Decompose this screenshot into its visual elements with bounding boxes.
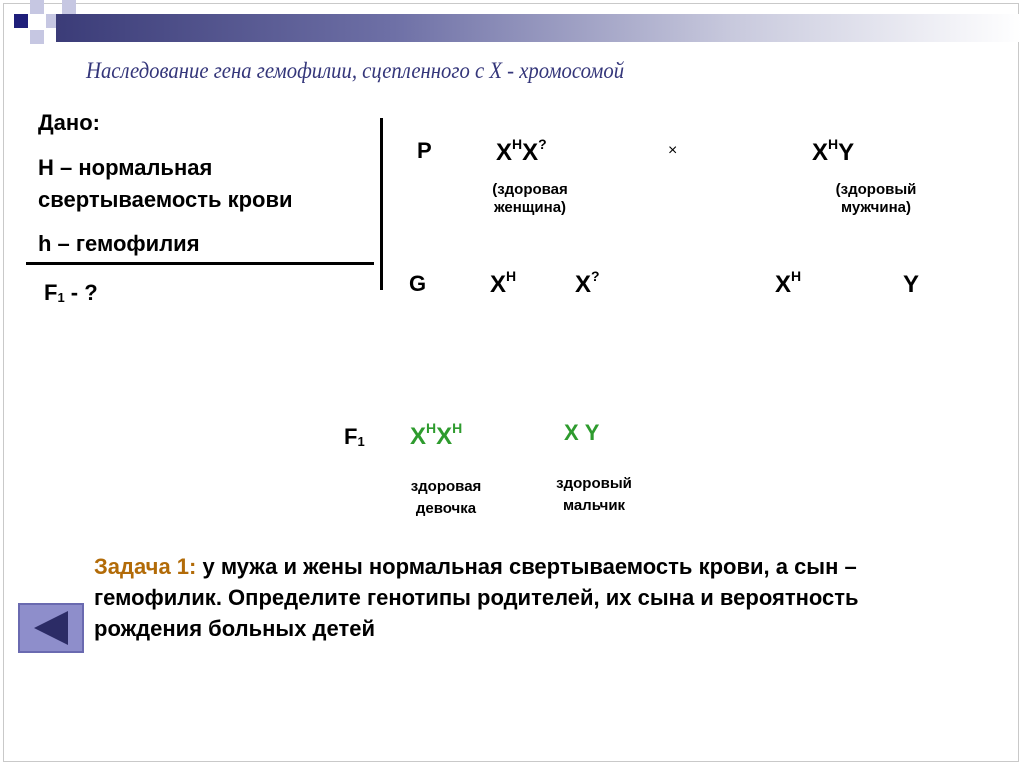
g-label: G	[409, 271, 427, 296]
decor-square	[14, 14, 28, 28]
girl-description: здоровая девочка	[410, 478, 482, 517]
gamete: Y	[903, 271, 920, 298]
divider-vertical	[380, 118, 383, 290]
back-button[interactable]	[18, 603, 84, 653]
gamete: Х?	[575, 268, 600, 298]
cross-sign: ×	[668, 142, 678, 159]
given-label: Дано:	[38, 110, 100, 135]
given-hemophilia: h – гемофилия	[38, 231, 200, 256]
decor-square	[30, 0, 44, 14]
given-normal: Н – нормальная свертываемость крови	[38, 155, 293, 212]
f1-question: $F_1$ - ?	[44, 280, 98, 305]
gamete: $Х^Н$	[490, 268, 517, 298]
title-bar	[56, 14, 1022, 42]
task-text: Задача 1: у мужа и жены нормальная свертываемость крови, а сын – гемофилик. Определите генотипы родителей, их сына и вероятность рождения больных детей	[94, 554, 859, 641]
decor-square	[30, 30, 44, 44]
mother-genotype: $Х^НХ^?$	[496, 136, 547, 166]
girl-genotype: $Х^НХ^Н$	[410, 420, 463, 450]
father-genotype: $Х^НY$	[812, 136, 855, 166]
boy-description: здоровый мальчик	[556, 475, 632, 514]
triangle-left-icon	[20, 605, 82, 651]
boy-genotype: Х Y	[564, 420, 600, 445]
task-label: Задача 1:	[94, 554, 197, 579]
f1-label: $F_1$	[344, 424, 365, 449]
decor-square	[62, 0, 76, 14]
p-label: Р	[417, 138, 432, 163]
slide-frame	[3, 3, 1019, 762]
mother-description: (здоровая женщина)	[492, 181, 568, 216]
divider-horizontal	[26, 262, 374, 265]
father-description: (здоровый мужчина)	[835, 181, 917, 216]
slide-title: Наследование гена гемофилии, сцепленного с Х - хромосомой	[86, 58, 625, 83]
gamete: $Х^Н$	[775, 268, 802, 298]
